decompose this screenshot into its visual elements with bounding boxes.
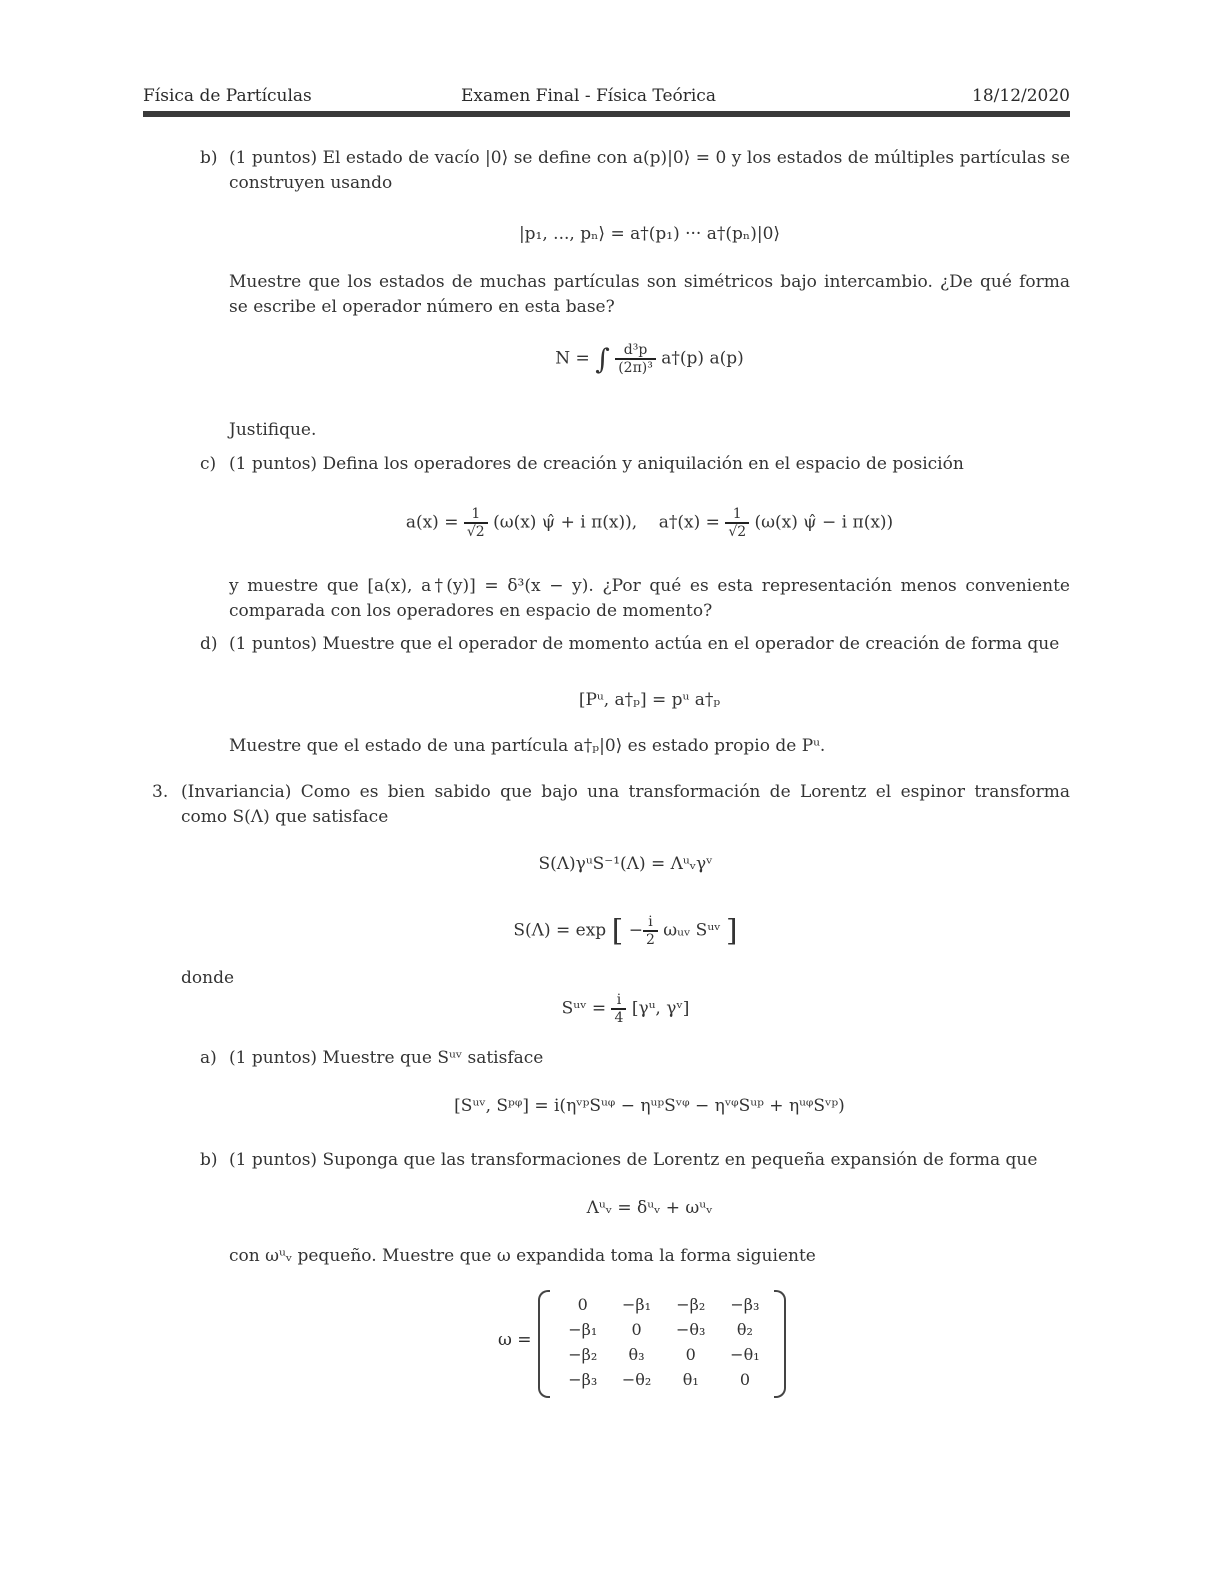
header-date: 18/12/2020 <box>972 86 1070 106</box>
right-bracket <box>774 1290 786 1398</box>
matrix-row <box>556 1292 772 1317</box>
matrix-cell: 0 <box>577 1295 588 1314</box>
matrix-cell: −θ₃ <box>676 1320 706 1339</box>
item-d-text-2: Muestre que el estado de una partícula a†ₚ|0⟩ es estado propio de Pᵘ. <box>229 736 826 756</box>
item-b-text-3: Justifique. <box>229 420 317 440</box>
matrix-row <box>556 1342 772 1367</box>
problem-3-equation-2: S(Λ) = exp [ − $\frac{i}{2}$ ωᵤᵥ Sᵘᵛ ] <box>513 913 738 949</box>
donde-text: donde <box>181 968 235 988</box>
item-c-label: c) <box>200 454 217 474</box>
generator-lhs: Sᵘᵛ = <box>561 998 607 1019</box>
problem-3a-equation: [Sᵘᵛ, Sᵖᵠ] = i(ηᵛᵖSᵘᵠ − ηᵘᵖSᵛᵠ − ηᵛᵠSᵘᵖ + ηᵘᵠSᵛᵖ) <box>454 1096 845 1116</box>
integral-sign: ∫ <box>595 342 610 376</box>
problem-3b-equation: Λᵘᵥ = δᵘᵥ + ωᵘᵥ <box>586 1198 713 1218</box>
problem-3-text: (Invariancia) Como es bien sabido que bajo una transformación de Lorentz el espinor transforma como S(Λ) que satisface <box>181 782 1070 827</box>
item-d-text: (1 puntos) Muestre que el operador de momento actúa en el operador de creación de forma que <box>229 634 1060 654</box>
matrix-cell: θ₃ <box>628 1345 645 1364</box>
fraction: $\frac{i}{4}$ <box>611 992 626 1026</box>
item-c-text: (1 puntos) Defina los operadores de creación y aniquilación en el espacio de posición <box>229 454 964 474</box>
left-bracket <box>538 1290 550 1398</box>
item-d-label: d) <box>200 634 218 654</box>
fraction: $\frac{\text{d³p}}{\text{(2π)³}}$ <box>615 342 656 376</box>
matrix-cell: −β₂ <box>676 1295 706 1314</box>
number-operator-lhs: N = <box>555 348 590 369</box>
item-b-text-2: Muestre que los estados de muchas partículas son simétricos bajo intercambio. ¿De qué forma se escribe el operador número en esta base? <box>229 272 1070 317</box>
item-d-equation: [Pᵘ, a†ₚ] = pᵘ a†ₚ <box>578 690 721 710</box>
header-title: Examen Final - Física Teórica <box>461 86 716 106</box>
number-operator-rhs: a†(p) a(p) <box>661 348 744 369</box>
spinor-transform-lhs: S(Λ) = exp <box>513 920 607 941</box>
matrix-cell: −θ₂ <box>621 1370 652 1389</box>
header-rule <box>143 111 1070 117</box>
matrix-cell: 0 <box>631 1320 642 1339</box>
matrix-cell: −θ₁ <box>730 1345 760 1364</box>
matrix-row <box>556 1317 772 1342</box>
matrix-cell: θ₂ <box>736 1320 753 1339</box>
problem-3b-text: (1 puntos) Suponga que las transformaciones de Lorentz en pequeña expansión de forma que <box>229 1150 1038 1170</box>
matrix-table <box>556 1292 772 1392</box>
matrix-cell: 0 <box>685 1345 696 1364</box>
item-b-equation-2 <box>229 342 1070 376</box>
fraction: $\frac{i}{2}$ <box>643 914 658 948</box>
item-c-equation <box>229 506 1070 540</box>
matrix-cell: −β₂ <box>568 1345 598 1364</box>
matrix-cell: θ₁ <box>682 1370 699 1389</box>
fraction: $\frac{1}{√2}$ <box>725 506 749 540</box>
matrix-cell: −β₁ <box>568 1320 598 1339</box>
fraction: $\frac{1}{√2}$ <box>464 506 488 540</box>
annihilation-lhs: a(x) = <box>405 512 459 533</box>
header-course: Física de Partículas <box>143 86 312 106</box>
matrix-lhs: ω = <box>498 1330 532 1350</box>
item-b-equation-1: |p₁, ..., pₙ⟩ = a†(p₁) ··· a†(pₙ)|0⟩ <box>518 224 781 244</box>
problem-3a-label: a) <box>200 1048 217 1068</box>
matrix-cell: 0 <box>739 1370 750 1389</box>
matrix-cell: −β₃ <box>730 1295 760 1314</box>
matrix-row <box>556 1367 772 1392</box>
matrix-cell: −β₁ <box>622 1295 652 1314</box>
problem-3a-text: (1 puntos) Muestre que Sᵘᵛ satisface <box>229 1048 544 1068</box>
matrix-cell: −β₃ <box>568 1370 598 1389</box>
problem-3-number: 3. <box>152 782 169 802</box>
problem-3-equation-3 <box>181 992 1070 1026</box>
omega-matrix <box>498 1290 798 1394</box>
problem-3-equation-1: S(Λ)γᵘS⁻¹(Λ) = Λᵘᵥγᵛ <box>538 854 713 874</box>
creation-lhs: a†(x) = <box>658 512 720 533</box>
annihilation-rhs: (ω(x) ψ̂ + i π(x)), <box>493 512 638 533</box>
item-b-text: (1 puntos) El estado de vacío |0⟩ se define con a(p)|0⟩ = 0 y los estados de múltiples partículas se construyen usando <box>229 148 1070 193</box>
problem-3b-label: b) <box>200 1150 218 1170</box>
item-c-text-2: y muestre que [a(x), a†(y)] = δ³(x − y). ¿Por qué es esta representación menos conveniente comparada con los operadores en espacio de momento? <box>229 576 1070 621</box>
item-b-label: b) <box>200 148 218 168</box>
creation-rhs: (ω(x) ψ̂ − i π(x)) <box>754 512 894 533</box>
problem-3b-text-2: con ωᵘᵥ pequeño. Muestre que ω expandida toma la forma siguiente <box>229 1246 816 1266</box>
spinor-transform-rhs: ωᵤᵥ Sᵘᵛ <box>663 920 721 941</box>
generator-rhs: [γᵘ, γᵛ] <box>631 998 690 1019</box>
page-header <box>143 86 1070 108</box>
